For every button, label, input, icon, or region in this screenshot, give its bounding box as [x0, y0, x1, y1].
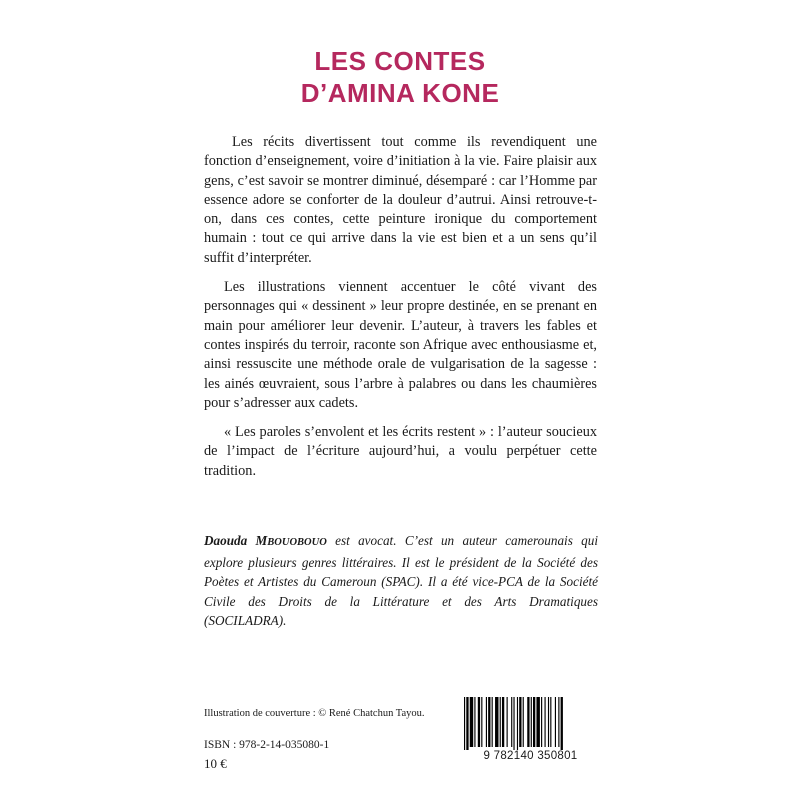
author-bio-text: est avocat. C’est un auteur camerounais qui explore plusieurs genres littéraires. Il est le président de la Société des Poètes et Artistes du Cameroun (SPAC). Il a été vice-PCA de la Société Civile des Droits de la Littérature et des Arts Dramatiques (SOCILADRA).: [204, 533, 598, 628]
blurb: [204, 133, 597, 491]
title-line-2: D’AMINA KONE: [300, 78, 500, 108]
blurb-paragraph-2: Les illustrations viennent accentuer le côté vivant des personnages qui « dessinent » leur propre destinée, en se prenant en main pour améliorer leur devenir. L’auteur, à travers les fables et contes inspirés du terroir, raconte son Afrique avec enthousiasme et, ainsi ressuscite une méthode orale de vulgarisation de la sagesse : les ainés œuvraient, sous l’arbre à palabres ou dans les chaumières pour s’adresser aux cadets.: [204, 279, 597, 411]
barcode-bars: [460, 697, 600, 753]
blurb-paragraph-1: Les récits divertissent tout comme ils revendiquent une fonction d’enseignement, voire d’initiation à la vie. Faire plaisir aux gens, c’est savoir se montrer diminué, désemparé : car l’Homme par essence adore se conforter de la douleur d’autrui. Ainsi retrouve-t-on, dans ces contes, cette peinture ironique du comportement humain : tout ce qui arrive dans la vie est bien et a un sens qu’il suffit d’interpréter.: [204, 134, 597, 266]
barcode-digits: 9 782140 350801: [463, 750, 598, 762]
price: 10 €: [204, 756, 227, 771]
isbn: ISBN : 978-2-14-035080-1: [204, 739, 330, 751]
cover-illustration-credit: Illustration de couverture : © René Chatchun Tayou.: [204, 708, 425, 719]
title-line-1: LES CONTES: [314, 46, 486, 76]
book-title: [200, 45, 600, 109]
author-last-rest: BOUOBOUO: [267, 537, 327, 548]
author-bio: [204, 531, 598, 631]
author-first-name: Daouda: [204, 533, 256, 548]
author-last-initial: M: [255, 533, 268, 548]
author-name: [204, 533, 327, 548]
blurb-paragraph-3: « Les paroles s’envolent et les écrits restent » : l’auteur soucieux de l’impact de l’écriture aujourd’hui, a voulu perpétuer cette tradition.: [204, 424, 597, 479]
